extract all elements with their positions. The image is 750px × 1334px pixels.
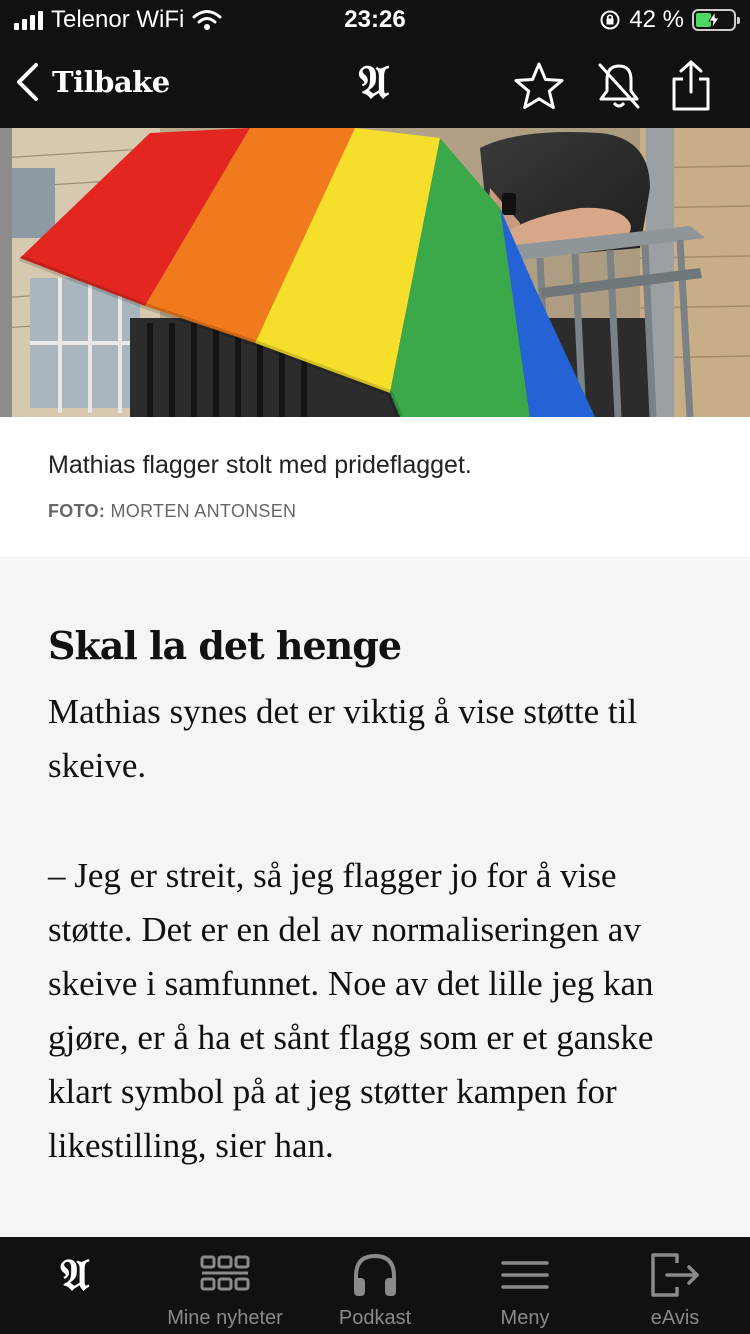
- chevron-left-icon: [14, 62, 40, 102]
- status-time: 23:26: [344, 6, 406, 33]
- tab-label: Mine nyheter: [167, 1307, 283, 1329]
- share-button[interactable]: [663, 58, 719, 114]
- tab-label: eAvis: [650, 1307, 700, 1329]
- article-hero-image[interactable]: [0, 128, 750, 417]
- photo-credit-name: MORTEN ANTONSEN: [110, 501, 297, 521]
- section-heading: Skal la det henge: [48, 623, 402, 668]
- caption-text: Mathias flagger stolt med prideflagget.: [48, 451, 472, 479]
- eavis-exit-icon: [647, 1249, 703, 1301]
- article-paragraph: Mathias synes det er viktig å vise støtte til skeive.: [48, 692, 638, 785]
- status-bar: [0, 0, 750, 42]
- headphones-icon: [350, 1250, 400, 1300]
- grid-icon: [199, 1251, 251, 1299]
- back-label: Tilbake: [52, 65, 170, 99]
- navigation-bar: [0, 42, 750, 128]
- tab-label: Podkast: [338, 1307, 412, 1329]
- article-body: [0, 557, 750, 1237]
- photo-credit-prefix: FOTO:: [48, 501, 106, 521]
- carrier-name: Telenor WiFi: [51, 6, 185, 33]
- bell-off-icon: [594, 60, 644, 112]
- tab-mine-nyheter[interactable]: [150, 1237, 300, 1334]
- battery-percent: 42 %: [629, 6, 684, 33]
- bottom-tab-bar: [0, 1237, 750, 1334]
- photo-credit: [48, 501, 296, 522]
- star-icon: [513, 61, 565, 111]
- image-caption: [0, 417, 750, 557]
- menu-icon: [500, 1257, 550, 1293]
- share-icon: [668, 59, 714, 113]
- bookmark-star-button[interactable]: [511, 58, 567, 114]
- battery-icon: [692, 9, 736, 31]
- aftenposten-logo[interactable]: 𝔄: [358, 55, 390, 109]
- tab-eavis[interactable]: [600, 1237, 750, 1334]
- aftenposten-logo-icon: 𝔄: [60, 1249, 90, 1301]
- tab-podkast[interactable]: [300, 1237, 450, 1334]
- tab-home[interactable]: [0, 1237, 150, 1334]
- notifications-button[interactable]: [591, 58, 647, 114]
- orientation-lock-icon: [599, 9, 621, 31]
- tab-label: Meny: [500, 1307, 550, 1329]
- tab-meny[interactable]: [450, 1237, 600, 1334]
- back-button[interactable]: [14, 62, 170, 102]
- article-paragraph: – Jeg er streit, så jeg flagger jo for å vise støtte. Det er en del av normaliseringen av skeive i samfunnet. Noe av det lille jeg kan gjøre, er å ha et sånt flagg som er et ganske klart symbol på at jeg støtter kampen for likestilling, sier han.: [48, 856, 654, 1165]
- status-right: [599, 6, 736, 34]
